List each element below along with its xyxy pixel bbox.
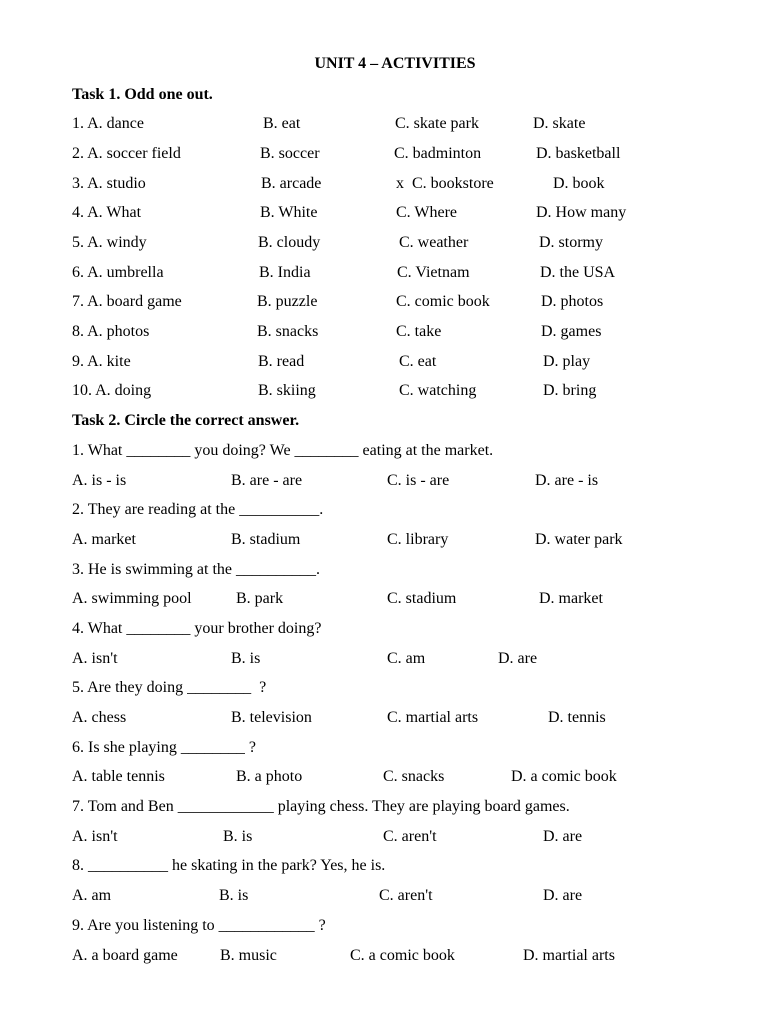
option-c: C. badminton <box>394 145 482 162</box>
answer-row <box>0 768 768 790</box>
option-b: B. eat <box>263 115 301 132</box>
option-c: C. aren't <box>379 887 433 904</box>
option-c: C. martial arts <box>387 709 479 726</box>
option-d: D. martial arts <box>523 947 615 964</box>
option-b: B. music <box>220 947 277 964</box>
option-d: D. skate <box>533 115 586 132</box>
option-b: B. soccer <box>260 145 320 162</box>
answer-row <box>0 590 768 612</box>
task1-row <box>0 382 768 404</box>
option-b: B. snacks <box>257 323 319 340</box>
option-d: D. basketball <box>536 145 621 162</box>
option-b: B. arcade <box>261 175 322 192</box>
option-c: C. skate park <box>395 115 479 132</box>
option-c: C. Vietnam <box>397 264 470 281</box>
task1-row <box>0 264 768 286</box>
answer-row <box>0 472 768 494</box>
option-c: C. Where <box>396 204 458 221</box>
question-text: 4. What ________ your brother doing? <box>72 620 322 637</box>
question-text: 1. What ________ you doing? We ________ eating at the market. <box>72 442 494 459</box>
option-a: 6. A. umbrella <box>72 264 164 281</box>
option-c: C. eat <box>399 353 437 370</box>
option-c: C. watching <box>399 382 477 399</box>
option-b: B. is <box>231 650 261 667</box>
option-a: A. chess <box>72 709 127 726</box>
option-a: A. swimming pool <box>72 590 192 607</box>
option-c: C. stadium <box>387 590 457 607</box>
question-text: 2. They are reading at the __________. <box>72 501 324 518</box>
option-b: B. White <box>260 204 318 221</box>
option-c: C. am <box>387 650 426 667</box>
option-c: C. library <box>387 531 449 548</box>
option-d: D. play <box>543 353 591 370</box>
option-d: D. bring <box>543 382 597 399</box>
option-c: C. a comic book <box>350 947 455 964</box>
option-d: D. are <box>543 887 583 904</box>
task1-row <box>0 293 768 315</box>
question-text: 6. Is she playing ________ ? <box>72 739 256 756</box>
option-d: D. are - is <box>535 472 599 489</box>
option-d: D. water park <box>535 531 623 548</box>
answer-row <box>0 947 768 969</box>
option-b: B. stadium <box>231 531 301 548</box>
option-a: 9. A. kite <box>72 353 131 370</box>
task1-row <box>0 175 768 197</box>
option-a: A. is - is <box>72 472 127 489</box>
page-title: UNIT 4 – ACTIVITIES <box>314 55 476 72</box>
option-a: 10. A. doing <box>72 382 152 399</box>
option-d: D. book <box>553 175 605 192</box>
option-a: A. isn't <box>72 828 118 845</box>
option-b: B. read <box>258 353 305 370</box>
answer-row <box>0 650 768 672</box>
answer-row <box>0 828 768 850</box>
task1-row <box>0 145 768 167</box>
option-a: 1. A. dance <box>72 115 144 132</box>
option-a: 7. A. board game <box>72 293 182 310</box>
option-a: A. a board game <box>72 947 178 964</box>
answer-row <box>0 887 768 909</box>
question-text: 9. Are you listening to ____________ ? <box>72 917 326 934</box>
task2-heading: Task 2. Circle the correct answer. <box>72 412 300 429</box>
option-c: C. weather <box>399 234 469 251</box>
option-b: B. puzzle <box>257 293 318 310</box>
task1-row <box>0 353 768 375</box>
option-d: D. are <box>543 828 583 845</box>
option-d: D. games <box>541 323 602 340</box>
task1-heading: Task 1. Odd one out. <box>72 86 213 103</box>
option-b: B. park <box>236 590 284 607</box>
option-c: x C. bookstore <box>396 175 494 192</box>
option-c: C. take <box>396 323 442 340</box>
option-d: D. are <box>498 650 538 667</box>
question-text: 7. Tom and Ben ____________ playing chess. They are playing board games. <box>72 798 570 815</box>
option-b: B. are - are <box>231 472 303 489</box>
option-a: 8. A. photos <box>72 323 150 340</box>
answer-row <box>0 709 768 731</box>
question-text: 8. __________ he skating in the park? Yes, he is. <box>72 857 386 874</box>
option-a: 4. A. What <box>72 204 142 221</box>
option-b: B. India <box>259 264 311 281</box>
question-text: 5. Are they doing ________ ? <box>72 679 267 696</box>
task1-row <box>0 204 768 226</box>
option-a: A. table tennis <box>72 768 165 785</box>
task1-row <box>0 323 768 345</box>
option-c: C. is - are <box>387 472 450 489</box>
option-c: C. aren't <box>383 828 437 845</box>
option-d: D. stormy <box>539 234 603 251</box>
answer-row <box>0 531 768 553</box>
option-d: D. photos <box>541 293 604 310</box>
option-d: D. market <box>539 590 603 607</box>
option-c: C. snacks <box>383 768 445 785</box>
option-a: 5. A. windy <box>72 234 147 251</box>
option-b: B. television <box>231 709 312 726</box>
option-a: A. isn't <box>72 650 118 667</box>
option-d: D. a comic book <box>511 768 617 785</box>
option-a: 2. A. soccer field <box>72 145 181 162</box>
task1-row <box>0 234 768 256</box>
option-a: A. market <box>72 531 136 548</box>
option-a: A. am <box>72 887 112 904</box>
option-a: 3. A. studio <box>72 175 146 192</box>
option-b: B. cloudy <box>258 234 321 251</box>
option-d: D. the USA <box>540 264 616 281</box>
option-d: D. tennis <box>548 709 606 726</box>
task1-row <box>0 115 768 137</box>
question-text: 3. He is swimming at the __________. <box>72 561 320 578</box>
option-b: B. a photo <box>236 768 303 785</box>
option-b: B. skiing <box>258 382 316 399</box>
option-b: B. is <box>219 887 249 904</box>
option-d: D. How many <box>536 204 627 221</box>
option-b: B. is <box>223 828 253 845</box>
option-c: C. comic book <box>396 293 490 310</box>
